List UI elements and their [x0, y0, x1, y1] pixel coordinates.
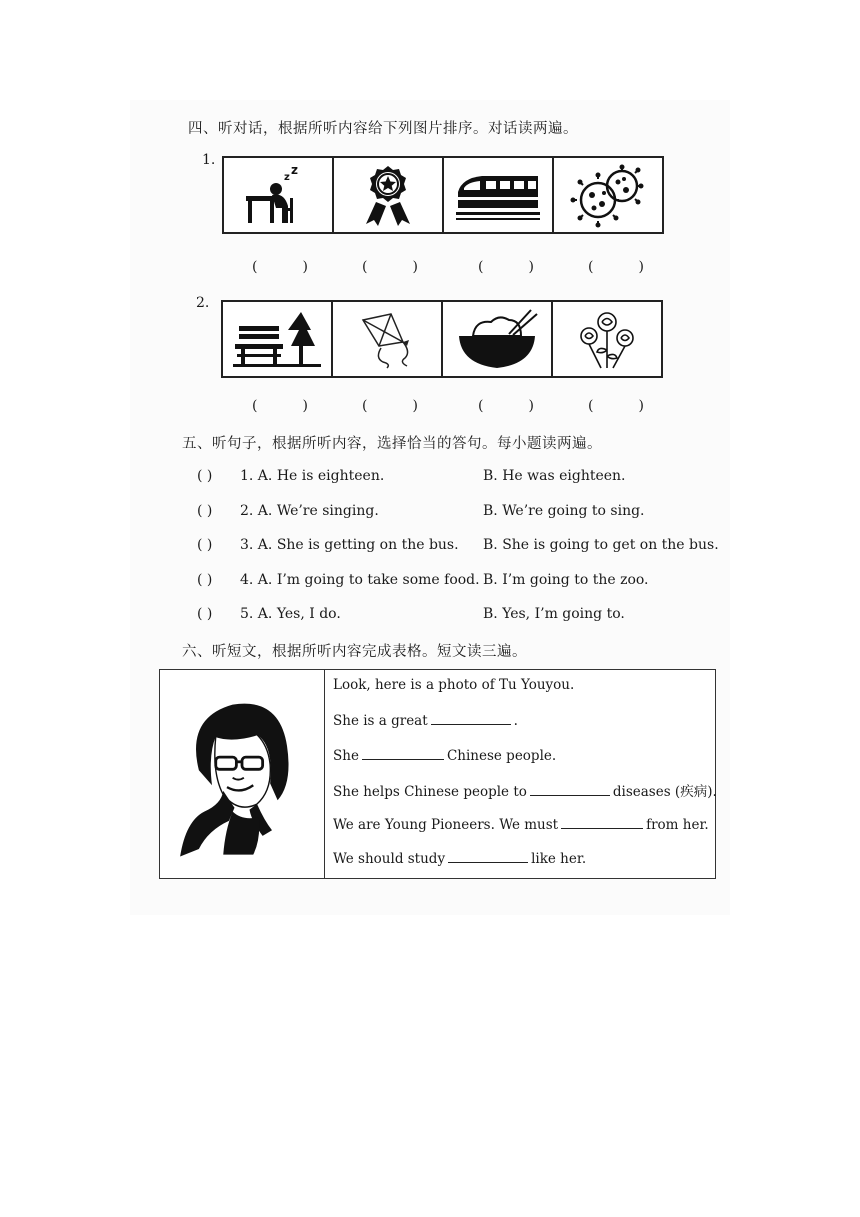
answer-parentheses: ( ) — [362, 259, 418, 275]
option-b: B. He was eighteen. — [483, 468, 626, 484]
choice-question — [197, 606, 697, 626]
table-line-6: We should study like her. — [333, 851, 587, 867]
choice-question — [197, 503, 697, 523]
table-line-2: She is a great . — [333, 713, 518, 729]
medal-icon — [342, 162, 434, 228]
option-a: 4. A. I’m going to take some food. — [240, 572, 480, 588]
answer-parentheses: ( ) — [588, 398, 644, 414]
answer-parentheses: ( ) — [478, 398, 534, 414]
answer-parentheses: ( ) — [252, 259, 308, 275]
choice-question — [197, 572, 697, 592]
sleeping-at-desk-icon — [232, 162, 324, 228]
option-b: B. I’m going to the zoo. — [483, 572, 649, 588]
picture-cell — [444, 158, 554, 232]
table-line-5: We are Young Pioneers. We must from her. — [333, 817, 709, 833]
fill-in-lines — [325, 670, 715, 878]
answer-bracket: ( ) — [197, 468, 213, 484]
train-icon — [452, 162, 544, 228]
picture-cell — [553, 302, 661, 376]
picture-strip-2 — [221, 300, 663, 378]
roses-icon — [561, 306, 653, 372]
answer-parentheses: ( ) — [362, 398, 418, 414]
picture-cell — [554, 158, 662, 232]
answer-parentheses: ( ) — [252, 398, 308, 414]
option-b: B. She is going to get on the bus. — [483, 537, 719, 553]
option-b: B. Yes, I’m going to. — [483, 606, 625, 622]
option-a: 3. A. She is getting on the bus. — [240, 537, 459, 553]
option-b: B. We’re going to sing. — [483, 503, 645, 519]
question-number-2: 2. — [196, 295, 210, 311]
picture-cell — [333, 302, 443, 376]
picture-cell — [223, 302, 333, 376]
answer-bracket: ( ) — [197, 572, 213, 588]
answer-blank[interactable] — [448, 849, 528, 863]
picture-cell — [443, 302, 553, 376]
virus-icon — [562, 162, 654, 228]
answer-blank[interactable] — [431, 711, 511, 725]
choice-question — [197, 468, 697, 488]
answer-bracket: ( ) — [197, 606, 213, 622]
kite-icon — [341, 306, 433, 372]
answer-bracket: ( ) — [197, 537, 213, 553]
table-line-1: Look, here is a photo of Tu Youyou. — [333, 677, 575, 693]
answer-parentheses: ( ) — [478, 259, 534, 275]
option-a: 5. A. Yes, I do. — [240, 606, 341, 622]
answer-bracket: ( ) — [197, 503, 213, 519]
table-line-4: She helps Chinese people to diseases (疾病). — [333, 784, 717, 800]
park-bench-tree-icon — [231, 306, 323, 372]
table-line-3: She Chinese people. — [333, 748, 557, 764]
question-number-1: 1. — [202, 152, 216, 168]
info-table — [159, 669, 716, 879]
option-a: 2. A. We’re singing. — [240, 503, 379, 519]
section-6-heading: 六、听短文，根据所听内容完成表格。短文读三遍。 — [182, 644, 527, 660]
choice-question — [197, 537, 719, 557]
answer-blank[interactable] — [530, 782, 610, 796]
rice-bowl-icon — [451, 306, 543, 372]
answer-blank[interactable] — [362, 746, 444, 760]
svg-text:z: z — [291, 163, 298, 177]
section-4-heading: 四、听对话，根据所听内容给下列图片排序。对话读两遍。 — [188, 121, 578, 137]
svg-text:z: z — [284, 172, 290, 183]
picture-strip-1 — [222, 156, 664, 234]
option-a: 1. A. He is eighteen. — [240, 468, 385, 484]
section-5-heading: 五、听句子，根据所听内容，选择恰当的答句。每小题读两遍。 — [182, 436, 602, 452]
answer-blank[interactable] — [561, 815, 643, 829]
picture-cell — [224, 158, 334, 232]
portrait-cell — [160, 670, 325, 878]
portrait-icon — [167, 679, 317, 869]
answer-parentheses: ( ) — [588, 259, 644, 275]
picture-cell — [334, 158, 444, 232]
